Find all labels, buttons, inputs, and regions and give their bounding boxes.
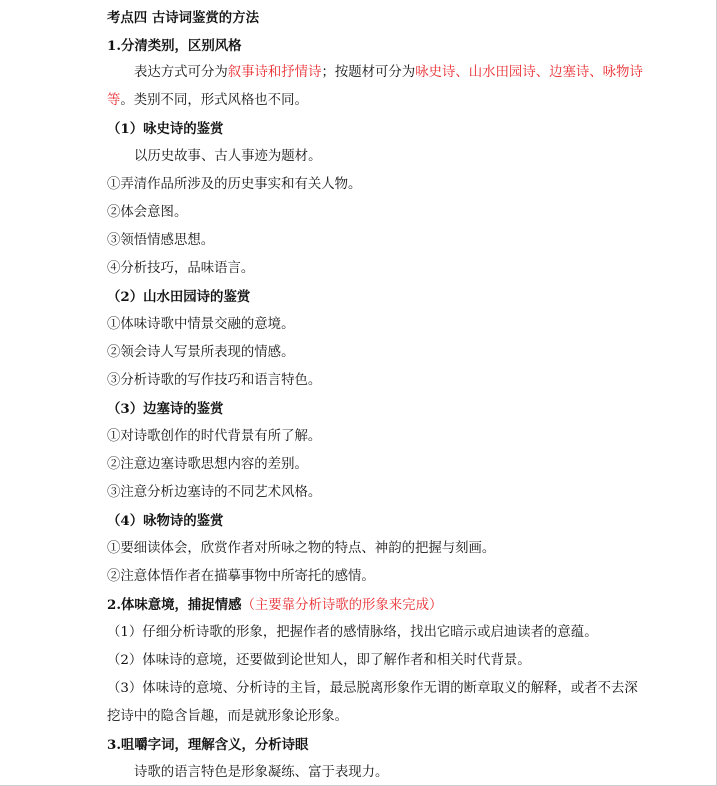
para-text: ；按题材可分为 xyxy=(321,65,416,80)
list-item: ①对诗歌创作的时代背景有所了解。 xyxy=(107,429,322,444)
highlight-text: 叙事诗和抒情诗 xyxy=(227,65,322,80)
list-item: ②注意体悟作者在描摹事物中所寄托的感情。 xyxy=(107,569,375,584)
list-item: ③注意分析边塞诗的不同艺术风格。 xyxy=(107,485,322,500)
section-1-paragraph-cont xyxy=(107,92,308,110)
section-2-heading: 2.体味意境，捕捉情感 xyxy=(107,597,242,613)
list-item: （1）仔细分析诗歌的形象，把握作者的感情脉络，找出它暗示或启迪读者的意蕴。 xyxy=(107,625,598,640)
section-3-heading: 3.咀嚼字词，理解含义，分析诗眼 xyxy=(107,737,309,753)
section-1-heading: 1.分清类别，区别风格 xyxy=(107,38,242,54)
list-item: ②体会意图。 xyxy=(107,205,188,220)
para-text: 表达方式可分为 xyxy=(134,65,228,80)
sub-2-heading: （2）山水田园诗的鉴赏 xyxy=(107,289,251,305)
list-item-cont: 挖诗中的隐含旨趣，而是就形象论形象。 xyxy=(107,709,349,724)
sub-1-intro: 以历史故事、古人事迹为题材。 xyxy=(134,149,322,164)
document-title: 考点四 古诗词鉴赏的方法 xyxy=(107,10,259,26)
list-item: ①要细读体会，欣赏作者对所咏之物的特点、神韵的把握与刻画。 xyxy=(107,541,496,556)
section-1-paragraph xyxy=(134,64,643,82)
sub-4-heading: （4）咏物诗的鉴赏 xyxy=(107,513,224,529)
section-2-heading-line xyxy=(107,596,442,615)
list-item: ②领会诗人写景所表现的情感。 xyxy=(107,345,295,360)
section-3-paragraph: 诗歌的语言特色是形象凝练、富于表现力。 xyxy=(134,765,389,780)
para-text: 。类别不同，形式风格也不同。 xyxy=(120,93,308,108)
list-item: （2）体味诗的意境，还要做到论世知人，即了解作者和相关时代背景。 xyxy=(107,653,531,668)
list-item: ①弄清作品所涉及的历史事实和有关人物。 xyxy=(107,177,362,192)
list-item: ②注意边塞诗歌思想内容的差别。 xyxy=(107,457,308,472)
list-item: ③领悟情感思想。 xyxy=(107,233,215,248)
sub-3-heading: （3）边塞诗的鉴赏 xyxy=(107,401,224,417)
list-item: （3）体味诗的意境、分析诗的主旨，最忌脱离形象作无谓的断章取义的解释，或者不去深 xyxy=(107,681,638,696)
highlight-text: 咏史诗、山水田园诗、边塞诗、咏物诗 xyxy=(415,65,643,80)
sub-1-heading: （1）咏史诗的鉴赏 xyxy=(107,121,224,137)
highlight-text: 等 xyxy=(107,93,121,108)
list-item: ④分析技巧，品味语言。 xyxy=(107,261,255,276)
list-item: ①体味诗歌中情景交融的意境。 xyxy=(107,317,295,332)
section-2-note: （主要靠分析诗歌的形象来完成） xyxy=(241,598,443,613)
list-item: ③分析诗歌的写作技巧和语言特色。 xyxy=(107,373,322,388)
